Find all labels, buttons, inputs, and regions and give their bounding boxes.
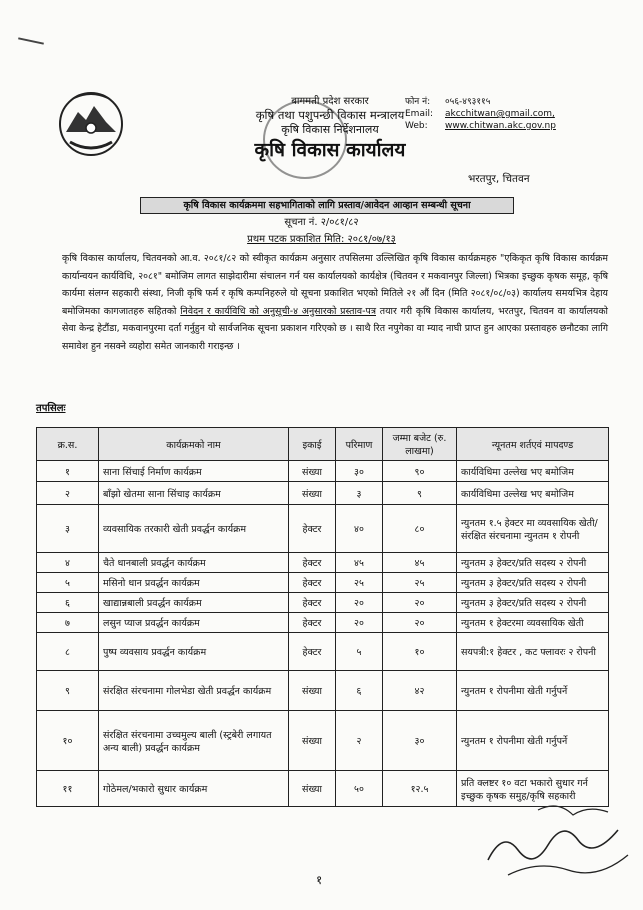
cell-unit: हेक्टर: [289, 573, 336, 593]
cell-quantity: २: [336, 711, 383, 771]
program-table: [36, 427, 609, 807]
notice-number: सूचना नं. २/०८१/८२: [284, 217, 359, 228]
web-row: [405, 120, 556, 132]
cell-sn: ३: [37, 505, 99, 553]
cell-program: गोठेमल/भकारो सुधार कार्यक्रम: [99, 771, 289, 807]
cell-unit: संख्या: [289, 461, 336, 482]
cell-budget: १२.५: [383, 771, 457, 807]
cell-criteria: कार्यविधिमा उल्लेख भए बमोजिम: [457, 461, 609, 482]
cell-budget: २५: [383, 573, 457, 593]
table-row: [37, 553, 609, 573]
cell-unit: संख्या: [289, 771, 336, 807]
contact-block: [405, 96, 556, 132]
cell-quantity: ५०: [336, 771, 383, 807]
header-budget: जम्मा बजेट (रु. लाखमा): [383, 428, 457, 461]
cell-criteria: न्युनतम ३ हेक्टर/प्रति सदस्य २ रोपनी: [457, 593, 609, 613]
cell-sn: १०: [37, 711, 99, 771]
cell-sn: १: [37, 461, 99, 482]
table-row: [37, 505, 609, 553]
cell-quantity: ३: [336, 482, 383, 505]
cell-criteria: न्युनतम १ हेक्टरमा व्यवसायिक खेती: [457, 613, 609, 633]
header-quantity: परिमाण: [336, 428, 383, 461]
web-link[interactable]: www.chitwan.akc.gov.np: [445, 121, 556, 131]
cell-budget: ४५: [383, 553, 457, 573]
cell-budget: ४२: [383, 671, 457, 711]
phone-label: फोन नं:: [405, 97, 431, 107]
cell-quantity: २०: [336, 613, 383, 633]
cell-sn: ११: [37, 771, 99, 807]
cell-criteria: न्युनतम ३ हेक्टर/प्रति सदस्य २ रोपनी: [457, 573, 609, 593]
cell-program: पुष्प व्यवसाय प्रवर्द्धन कार्यक्रम: [99, 633, 289, 671]
cell-criteria: न्युनतम १ रोपनीमा खेती गर्नुपर्ने: [457, 711, 609, 771]
cell-criteria: न्युनतम १ रोपनीमा खेती गर्नुपर्ने: [457, 671, 609, 711]
cell-sn: २: [37, 482, 99, 505]
office-location: भरतपुर, चितवन: [468, 173, 530, 185]
cell-budget: ८०: [383, 505, 457, 553]
email-label: Email:: [405, 109, 434, 119]
cell-program: संरक्षित संरचनामा उच्चमुल्य बाली (स्ट्रबेरी लगायत अन्य बाली) प्रवर्द्धन कार्यक्रम: [99, 711, 289, 771]
cell-unit: हेक्टर: [289, 613, 336, 633]
cell-program: लसुन प्याज प्रवर्द्धन कार्यक्रम: [99, 613, 289, 633]
notice-title: कृषि विकास कार्यक्रममा सहभागिताको लागि प्रस्ताव/आवेदन आव्हान सम्बन्धी सूचना: [140, 197, 514, 214]
first-published-text: प्रथम पटक प्रकाशित मिति: २०८१/०७/१३: [247, 234, 396, 245]
header-program-name: कार्यक्रमको नाम: [99, 428, 289, 461]
directorate-name: कृषि विकास निर्देशनालय: [281, 123, 379, 136]
first-published-date: [0, 231, 643, 245]
tapasil-label: तपसिलः: [36, 403, 66, 414]
cell-budget: ९०: [383, 461, 457, 482]
cell-sn: ८: [37, 633, 99, 671]
office-title: कृषि विकास कार्यालय: [254, 139, 406, 161]
nepal-emblem-icon: [56, 88, 126, 160]
header-criteria: न्यूनतम शर्तएवं मापदण्ड: [457, 428, 609, 461]
cell-quantity: ५: [336, 633, 383, 671]
cell-budget: २०: [383, 593, 457, 613]
cell-quantity: ३०: [336, 461, 383, 482]
header-unit: इकाई: [289, 428, 336, 461]
government-name: बागमती प्रदेश सरकार: [291, 96, 369, 107]
cell-quantity: ४५: [336, 553, 383, 573]
cell-program: चैते धानबाली प्रवर्द्धन कार्यक्रम: [99, 553, 289, 573]
cell-budget: ९: [383, 482, 457, 505]
cell-unit: हेक्टर: [289, 633, 336, 671]
web-label: Web:: [405, 121, 428, 131]
cell-criteria: कार्यविधिमा उल्लेख भए बमोजिम: [457, 482, 609, 505]
cell-sn: ४: [37, 553, 99, 573]
handwritten-signature: [478, 790, 643, 900]
table-header-row: [37, 428, 609, 461]
cell-criteria: न्युनतम १.५ हेक्टर मा व्यवसायिक खेती/संरक्षित संरचनामा न्युनतम १ रोपनी: [457, 505, 609, 553]
pen-mark: [18, 37, 44, 44]
cell-sn: ५: [37, 573, 99, 593]
table-row: [37, 573, 609, 593]
cell-budget: ३०: [383, 711, 457, 771]
cell-unit: संख्या: [289, 482, 336, 505]
body-part-2: निवेदन र कार्यविधि को अनुसूची-४ अनुसारको प्रस्ताव-पत्र: [180, 305, 376, 317]
cell-quantity: ४०: [336, 505, 383, 553]
table-row: [37, 633, 609, 671]
email-link[interactable]: akcchitwan@gmail.com,: [445, 109, 555, 119]
cell-budget: २०: [383, 613, 457, 633]
cell-quantity: २०: [336, 593, 383, 613]
cell-sn: ६: [37, 593, 99, 613]
cell-sn: ७: [37, 613, 99, 633]
table-row: [37, 482, 609, 505]
table-row: [37, 671, 609, 711]
cell-unit: हेक्टर: [289, 593, 336, 613]
phone-row: [405, 96, 556, 108]
phone-number: ०५६-४९३११५: [445, 97, 491, 107]
cell-program: व्यवसायिक तरकारी खेती प्रवर्द्धन कार्यक्रम: [99, 505, 289, 553]
cell-unit: हेक्टर: [289, 505, 336, 553]
cell-quantity: २५: [336, 573, 383, 593]
cell-program: खाद्यान्नबाली प्रवर्द्धन कार्यक्रम: [99, 593, 289, 613]
page-number: १: [316, 873, 323, 887]
ministry-name: कृषि तथा पशुपन्छी विकास मन्त्रालय: [255, 108, 405, 122]
cell-sn: ९: [37, 671, 99, 711]
cell-quantity: ६: [336, 671, 383, 711]
table-row: [37, 593, 609, 613]
table-row: [37, 711, 609, 771]
table-row: [37, 461, 609, 482]
body-part-3: तयार गरी कृषि विकास कार्यालय, भरतपुर, चितवन वा कार्यालयको सेवा केन्द्र हेटौंडा, मकवानपुरमा दर्ता गर्नुहुन यो सार्वजनिक सूचना प्रकाशन गरिएको छ । साथै रित नपुगेका वा म्याद नाघी प्राप्त हुन आएका प्रस्तावहरु छनौटका लागि समावेश हुन नसक्ने व्यहोरा समेत जानकारी गराइन्छ ।: [62, 305, 608, 352]
cell-unit: हेक्टर: [289, 553, 336, 573]
cell-program: संरक्षित संरचनामा गोलभेडा खेती प्रवर्द्धन कार्यक्रम: [99, 671, 289, 711]
email-row: [405, 108, 556, 120]
cell-criteria: सयपत्री:१ हेक्टर , कट फ्लावरः २ रोपनी: [457, 633, 609, 671]
table-row: [37, 613, 609, 633]
cell-criteria: न्युनतम ३ हेक्टर/प्रति सदस्य २ रोपनी: [457, 553, 609, 573]
cell-program: साना सिंचाई निर्माण कार्यक्रम: [99, 461, 289, 482]
header-sn: क्र.स.: [37, 428, 99, 461]
cell-criteria: प्रति क्लष्टर १० वटा भकारो सुधार गर्न इच्छुक कृषक समुह/कृषि सहकारी: [457, 771, 609, 807]
cell-program: बाँझो खेतमा साना सिंचाइ कार्यक्रम: [99, 482, 289, 505]
cell-unit: संख्या: [289, 671, 336, 711]
cell-unit: संख्या: [289, 711, 336, 771]
notice-body: [62, 250, 608, 355]
cell-budget: १०: [383, 633, 457, 671]
body-part-1: कृषि विकास कार्यालय, चितवनको आ.व. २०८१/८२ को स्वीकृत कार्यक्रम अनुसार तपसिलमा उल्लिखित कृषि विकास कार्यक्रमहरु "एकिकृत कृषि विकास कार्यक्रम कार्यान्वयन कार्यविधि, २०८१" बमोजिम लागत साझेदारीमा संचालन गर्न यस कार्यालयको कार्यक्षेत्र (चितवन र मकवानपुर जिल्ला) भित्रका इच्छुक कृषक समूह, कृषि कार्यमा संलग्न सहकारी संस्था, निजी कृषि फर्म र कृषि कम्पनिहरुले यो सूचना प्रकाशित भएको मितिले २१ औं दिन (मिति २०८१/०८/०३) कार्यालय समयभित्र देहाय बमोजिमका कागजातहरु सहितको: [62, 253, 608, 317]
cell-program: मसिनो धान प्रवर्द्धन कार्यक्रम: [99, 573, 289, 593]
